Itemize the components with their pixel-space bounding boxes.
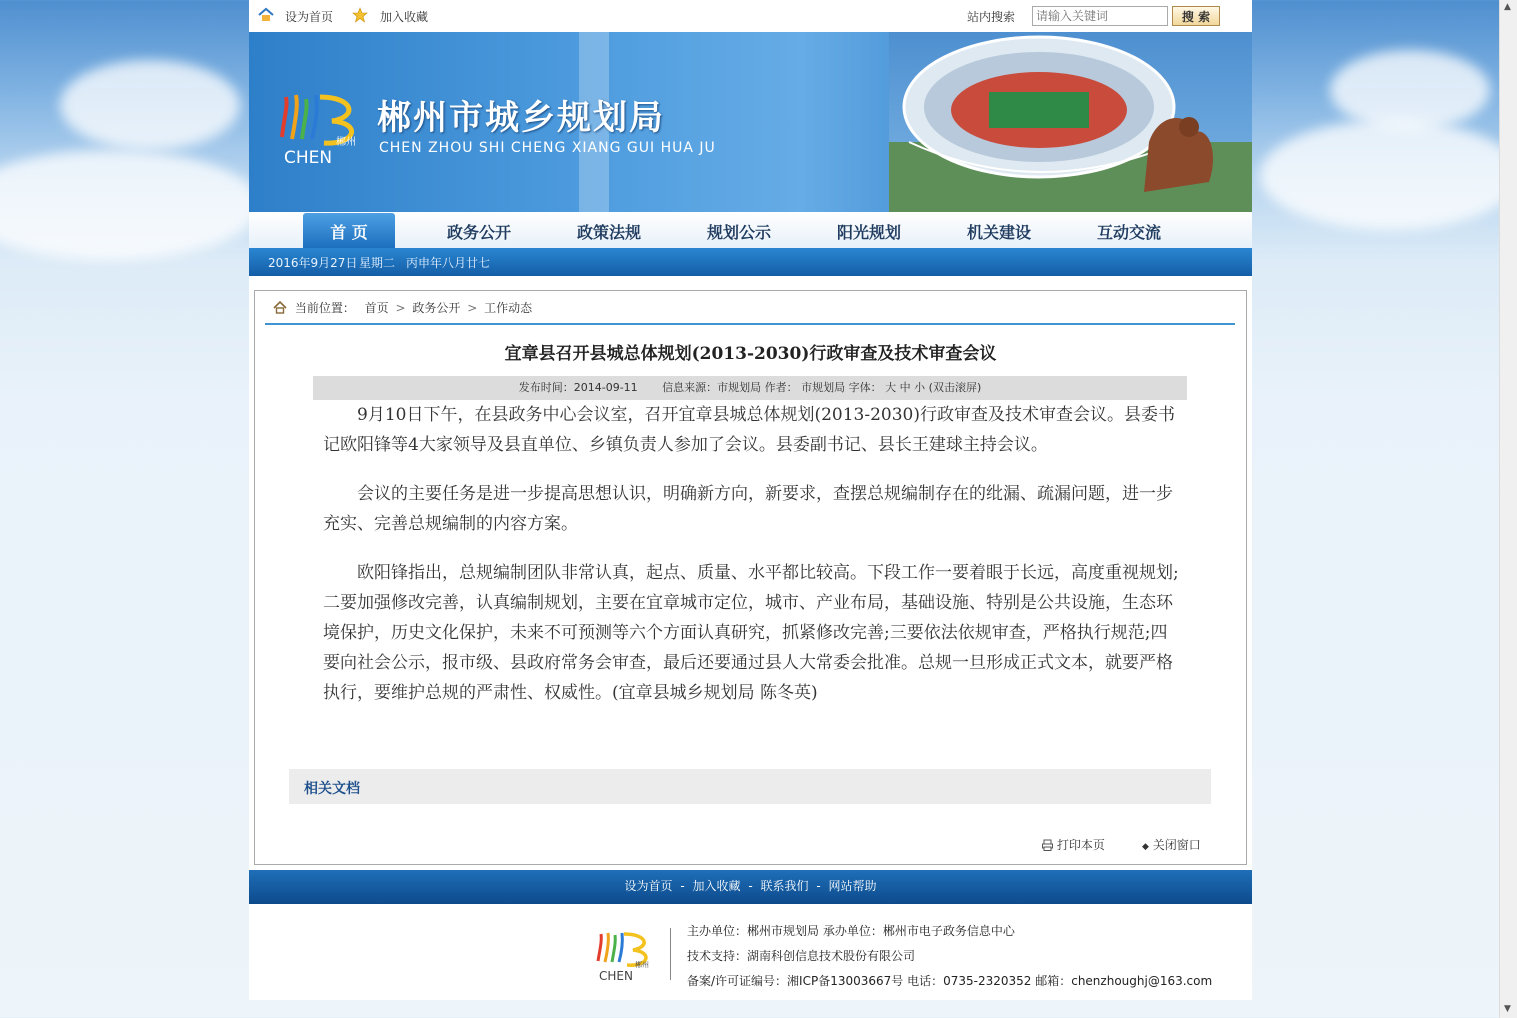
nav-item-policies[interactable]: 政策法规 <box>577 223 642 242</box>
add-favorite-link[interactable]: 加入收藏 <box>380 10 429 24</box>
footer-divider <box>670 928 671 980</box>
footer-record-info: 备案/许可证编号：湘ICP备13003667号 电话：0735-2320352 邮箱：chenzhoughj@163.com <box>687 974 1213 988</box>
footer <box>249 904 1252 1000</box>
font-medium-button[interactable]: 中 <box>899 381 911 394</box>
date-bar <box>249 248 1252 276</box>
logo-text: CHEN <box>284 148 333 167</box>
footer-separator: - <box>816 879 821 893</box>
close-window-label: 关闭窗口 <box>1152 838 1201 852</box>
publish-time: 发布时间：2014-09-11 <box>518 381 638 394</box>
logo-small-text: 郴州 <box>336 137 356 148</box>
main-nav <box>249 212 1252 249</box>
article-paragraph: 欧阳锋指出，总规编制团队非常认真，起点、质量、水平都比较高。下段工作一要着眼于长远，高度重视规划;二要加强修改完善，认真编制规划，主要在宜章城市定位，城市、产业布局，基础设施、特别是公共设施，生态环境保护，历史文化保护，未来不可预测等六个方面认真研究，抓紧修改完善;三要依法依规审查，严格执行规范;四要向社会公示，报市级、县政府常务会审查，最后还要通过县人大常委会批准。总规一旦形成正式文本，就要严格执行，要维护总规的严肃性、权威性。(宜章县城乡规划局 陈冬英) <box>323 563 1179 703</box>
nav-item-organization[interactable]: 机关建设 <box>967 223 1032 242</box>
nav-item-sunshine-planning[interactable]: 阳光规划 <box>837 223 902 242</box>
page-container <box>249 0 1252 1000</box>
info-source: 信息来源：市规划局 <box>662 381 762 394</box>
close-arrow-icon: ◆ <box>1142 842 1149 852</box>
site-title: 郴州市城乡规划局 <box>377 98 665 138</box>
breadcrumb-label: 当前位置： <box>294 301 355 315</box>
article-paragraph: 9月10日下午，在县政务中心会议室，召开宜章县城总体规划(2013-2030)行政审查及技术审查会议。县委书记欧阳锋等4大家领导及县直单位、乡镇负责人参加了会议。县委副书记、县长王建球主持会议。 <box>323 405 1175 455</box>
font-small-button[interactable]: 小 <box>914 381 926 394</box>
article-title: 宜章县召开县城总体规划(2013-2030)行政审查及技术审查会议 <box>504 344 997 364</box>
stadium-image <box>889 32 1252 212</box>
footer-logo-text: CHEN <box>599 969 633 983</box>
cloud-decoration <box>60 60 240 150</box>
footer-link-set-home[interactable]: 设为首页 <box>624 879 673 893</box>
author: 作者： 市规划局 <box>764 381 846 394</box>
search-button[interactable]: 搜 索 <box>1172 6 1220 26</box>
footer-links-bar <box>249 870 1252 904</box>
chenzhou-logo <box>274 87 366 167</box>
scroll-hint: (双击滚屏) <box>928 381 982 394</box>
lunar-date: 丙申年八月廿七 <box>406 256 491 270</box>
font-large-button[interactable]: 大 <box>885 381 897 394</box>
nav-item-planning-notices[interactable]: 规划公示 <box>707 223 772 242</box>
footer-separator: - <box>748 879 753 893</box>
nav-item-government-affairs[interactable]: 政务公开 <box>447 223 512 242</box>
article-paragraph: 会议的主要任务是进一步提高思想认识，明确新方向，新要求，查摆总规编制存在的纰漏、疏漏问题，进一步充实、完善总规编制的内容方案。 <box>323 484 1173 534</box>
search-input[interactable] <box>1032 6 1168 26</box>
cloud-decoration <box>0 150 260 260</box>
breadcrumb-item-government-affairs[interactable]: 政务公开 <box>412 301 461 315</box>
footer-logo <box>593 927 655 983</box>
top-bar <box>249 0 1252 32</box>
home-icon <box>258 7 274 23</box>
related-documents-label: 相关文档 <box>304 781 360 797</box>
chevron-right-icon: > <box>467 301 478 315</box>
print-icon <box>1042 839 1053 851</box>
print-page-button[interactable] <box>1042 836 1105 853</box>
current-date: 2016年9月27日 <box>268 256 358 270</box>
article-body <box>323 400 1183 727</box>
vertical-scrollbar[interactable] <box>1499 0 1517 1018</box>
nav-item-interaction[interactable]: 互动交流 <box>1097 223 1162 242</box>
breadcrumb <box>273 299 532 316</box>
article-meta <box>313 376 1187 400</box>
breadcrumb-item-work-news[interactable]: 工作动态 <box>484 301 533 315</box>
footer-host-info: 主办单位：郴州市规划局 承办单位：郴州市电子政务信息中心 <box>687 924 1015 938</box>
related-documents <box>289 769 1211 804</box>
footer-tech-support: 技术支持：湖南科创信息技术股份有限公司 <box>687 949 916 963</box>
footer-link-contact[interactable]: 联系我们 <box>760 879 809 893</box>
current-weekday: 星期二 <box>359 256 396 270</box>
print-page-label: 打印本页 <box>1056 838 1105 852</box>
search-label: 站内搜索 <box>967 10 1016 24</box>
scroll-up-arrow-icon[interactable]: ▲ <box>1504 2 1511 12</box>
footer-link-help[interactable]: 网站帮助 <box>828 879 877 893</box>
set-home-link[interactable]: 设为首页 <box>285 10 334 24</box>
footer-link-add-favorite[interactable]: 加入收藏 <box>692 879 741 893</box>
cloud-decoration <box>1260 120 1517 230</box>
star-icon <box>352 7 368 23</box>
scroll-down-arrow-icon[interactable]: ▼ <box>1504 1004 1511 1014</box>
close-window-button[interactable] <box>1142 836 1201 853</box>
divider <box>265 323 1235 325</box>
nav-item-label: 首 页 <box>330 223 368 242</box>
home-icon <box>273 301 287 314</box>
breadcrumb-item-home[interactable]: 首页 <box>364 301 389 315</box>
site-subtitle: CHEN ZHOU SHI CHENG XIANG GUI HUA JU <box>379 140 716 156</box>
footer-separator: - <box>680 879 685 893</box>
nav-item-home[interactable] <box>303 213 395 248</box>
chevron-right-icon: > <box>395 301 406 315</box>
header-banner <box>249 32 1252 212</box>
article-box <box>254 290 1247 865</box>
cloud-decoration <box>1330 50 1490 130</box>
footer-logo-small-text: 郴州 <box>635 961 649 969</box>
font-size-label: 字体： <box>848 381 882 394</box>
